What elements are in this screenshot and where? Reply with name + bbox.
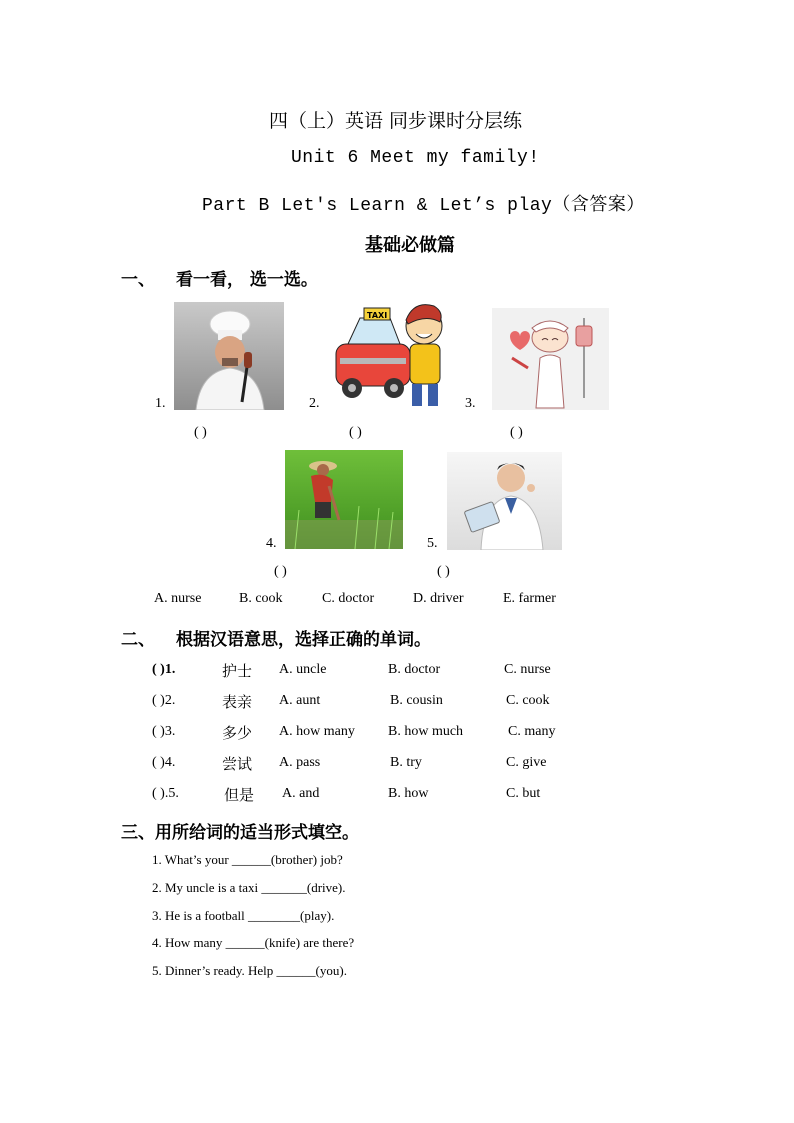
item-4-number: 4. (266, 536, 277, 551)
row-chinese: 尝试 (222, 755, 253, 773)
row-option-a: A. pass (279, 755, 321, 770)
fill-line-1[interactable]: 1. What’s your ______(brother) job? (152, 852, 343, 867)
row-option-a: A. aunt (279, 693, 321, 708)
row-option-c: C. nurse (504, 662, 551, 677)
option-a: A. nurse (154, 591, 202, 606)
item-1-number: 1. (155, 396, 166, 411)
taxi-sign-text: TAXI (367, 311, 388, 320)
fill-line-4[interactable]: 4. How many ______(knife) are there? (152, 935, 355, 950)
doctor-picture (447, 452, 562, 550)
fill-line-2[interactable]: 2. My uncle is a taxi _______(drive). (152, 880, 346, 895)
item-3-number: 3. (465, 396, 476, 411)
option-b: B. cook (239, 591, 283, 606)
level-title: 基础必做篇 (365, 235, 455, 256)
cook-picture (174, 302, 284, 410)
item-5-answer-blank[interactable]: ( ) (437, 564, 450, 579)
page-title: 四（上）英语 同步课时分层练 (269, 110, 523, 132)
item-5-number: 5. (427, 536, 438, 551)
row-option-a: A. uncle (279, 662, 327, 677)
item-3-answer-blank[interactable]: ( ) (510, 425, 523, 440)
item-1-answer-blank[interactable]: ( ) (194, 425, 207, 440)
row-option-b: B. try (390, 755, 422, 770)
row-option-c: C. many (508, 724, 556, 739)
item-2-answer-blank[interactable]: ( ) (349, 425, 362, 440)
row-option-c: C. but (506, 786, 541, 801)
row-number[interactable]: ( ).5. (152, 786, 179, 801)
section2-number: 二、 (121, 630, 155, 650)
row-option-b: B. cousin (390, 693, 443, 708)
row-option-a: A. and (282, 786, 320, 801)
option-e: E. farmer (503, 591, 556, 606)
row-chinese: 多少 (222, 724, 253, 742)
row-number[interactable]: ( )3. (152, 724, 176, 739)
section3-heading: 三、用所给词的适当形式填空。 (121, 823, 359, 843)
section1-number: 一、 (121, 270, 155, 290)
nurse-picture (492, 308, 609, 410)
part-title: Part B Let's Learn & Let’s play（含答案） (202, 196, 645, 216)
option-d: D. driver (413, 591, 464, 606)
row-option-b: B. doctor (388, 662, 441, 677)
option-c: C. doctor (322, 591, 375, 606)
row-chinese: 护士 (222, 662, 253, 680)
unit-title: Unit 6 Meet my family! (291, 148, 540, 168)
row-option-c: C. cook (506, 693, 550, 708)
item-4-answer-blank[interactable]: ( ) (274, 564, 287, 579)
item-2-number: 2. (309, 396, 320, 411)
fill-line-5[interactable]: 5. Dinner’s ready. Help ______(you). (152, 963, 347, 978)
row-number[interactable]: ( )2. (152, 693, 176, 708)
row-number[interactable]: ( )1. (152, 662, 176, 677)
row-option-c: C. give (506, 755, 547, 770)
fill-line-3[interactable]: 3. He is a football ________(play). (152, 908, 335, 923)
row-number[interactable]: ( )4. (152, 755, 176, 770)
section1-instruction: 看一看， 选一选。 (176, 270, 318, 290)
row-chinese: 但是 (224, 786, 255, 804)
row-option-b: B. how (388, 786, 429, 801)
row-chinese: 表亲 (222, 693, 253, 711)
row-option-a: A. how many (279, 724, 355, 739)
farmer-picture (285, 450, 403, 549)
section2-instruction: 根据汉语意思，选择正确的单词。 (176, 630, 431, 650)
driver-picture (330, 296, 450, 410)
row-option-b: B. how much (388, 724, 464, 739)
